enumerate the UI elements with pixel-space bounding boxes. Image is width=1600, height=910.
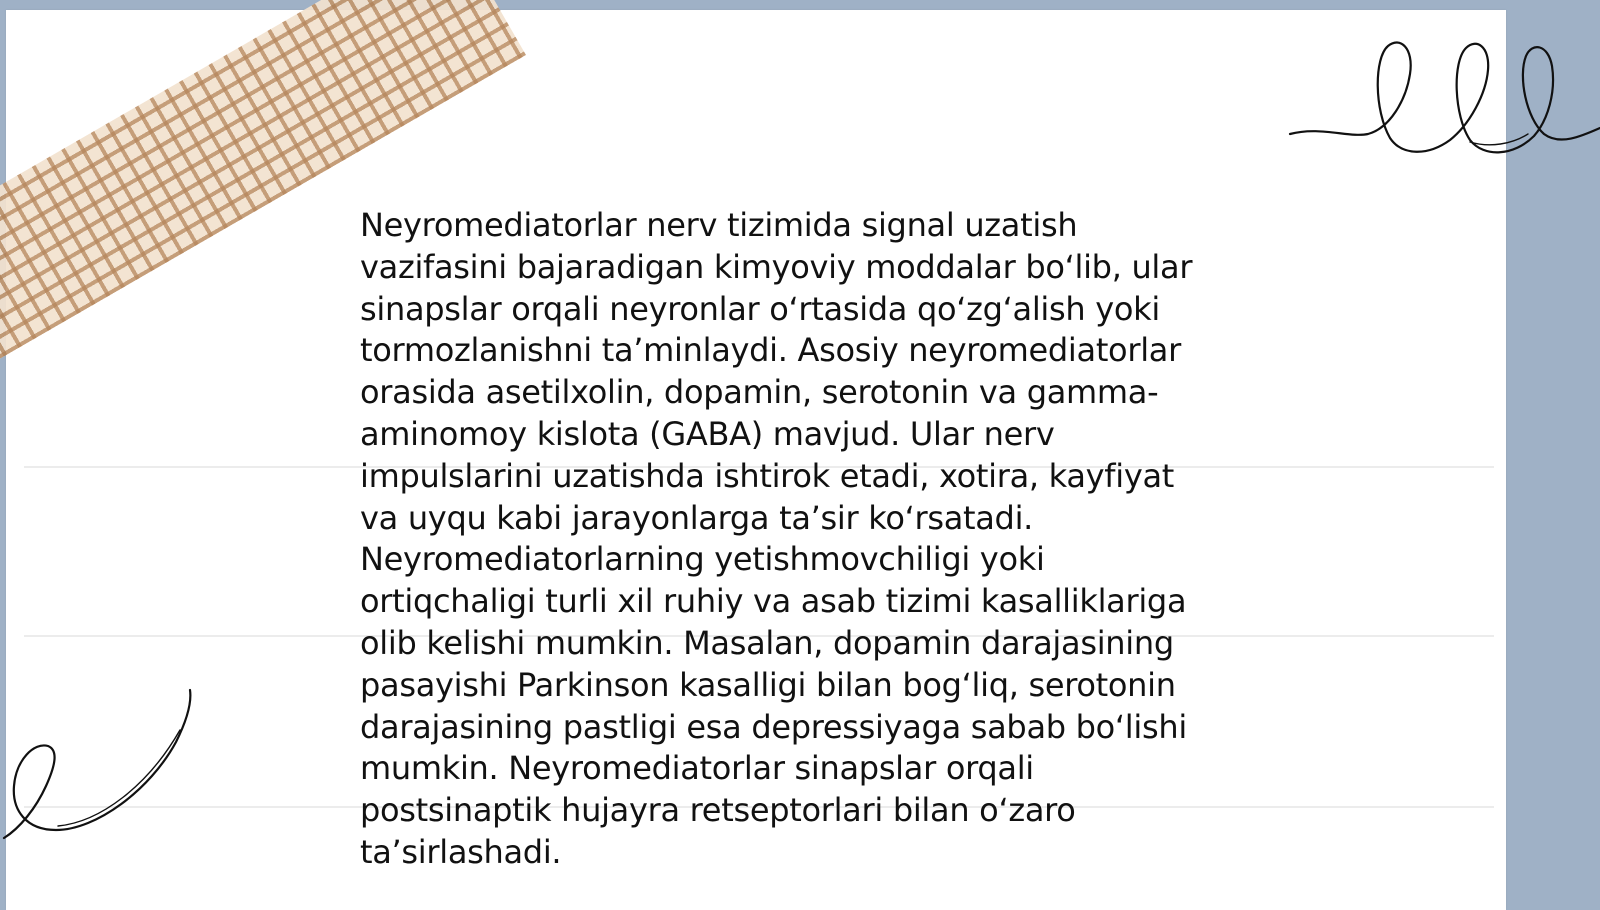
loop-scribble-icon xyxy=(1290,30,1600,165)
slide-body-text: Neyromediatorlar nerv tizimida signal uzatish vazifasini bajaradigan kimyoviy moddalar bo‘lib, ular sinapslar orqali neyronlar o‘rtasida qo‘zg‘alish yoki tormozlanishni ta’minlaydi. Asosiy neyromediatorlar orasida asetilxolin, dopamin, serotonin va gamma-aminomoy kislota (GABA) mavjud. Ular nerv impulslarini uzatishda ishtirok etadi, xotira, kayfiyat va uyqu kabi jarayonlarga ta’sir ko‘rsatadi. Neyromediatorlarning yetishmovchiligi yoki ortiqchaligi turli xil ruhiy va asab tizimi kasalliklariga olib kelishi mumkin. Masalan, dopamin darajasining pasayishi Parkinson kasalligi bilan bog‘liq, serotonin darajasining pastligi esa depressiyaga sabab bo‘lishi mumkin. Neyromediatorlar sinapslar orqali postsinaptik hujayra retseptorlari bilan o‘zaro ta’sirlashadi. xyxy=(360,206,1193,871)
swirl-scribble-icon xyxy=(0,690,200,850)
